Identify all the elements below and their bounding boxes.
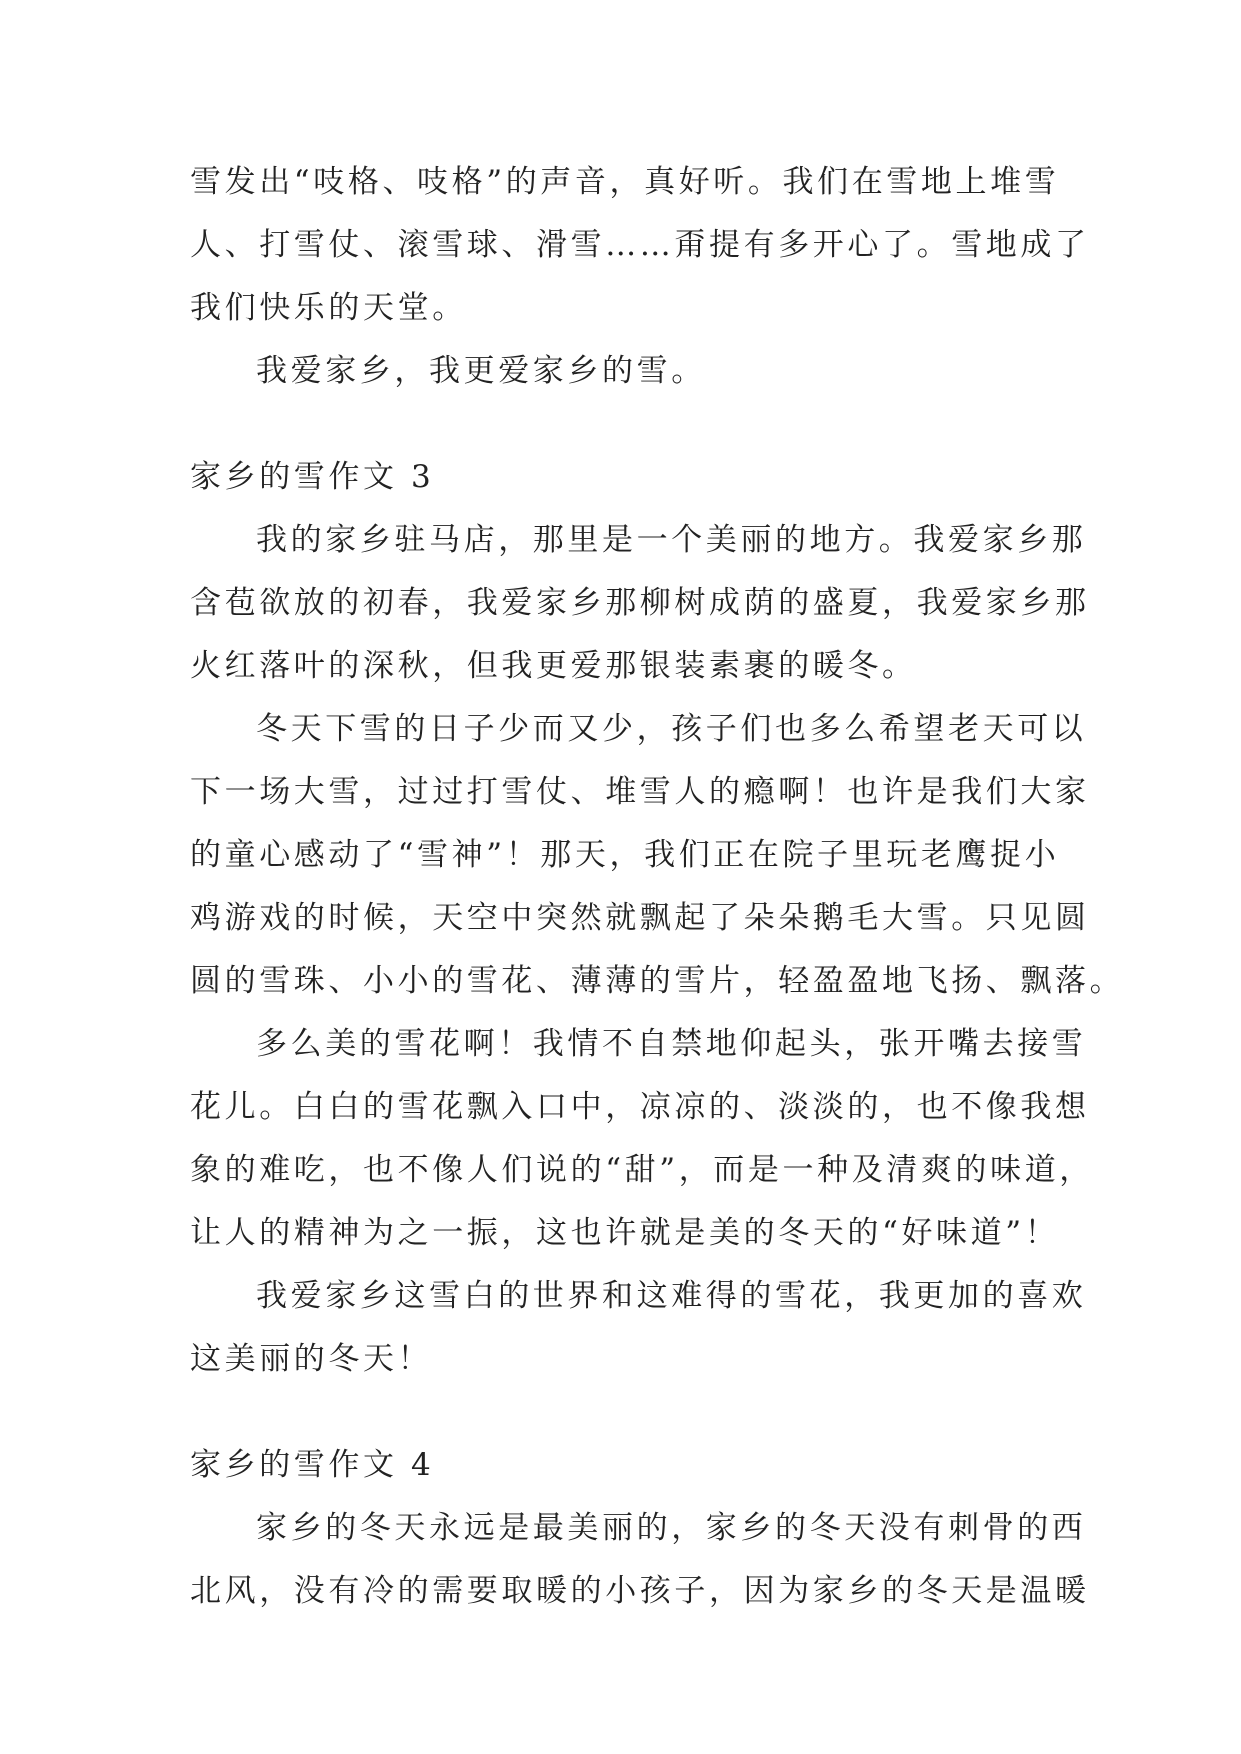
text-line: 圆的雪珠、小小的雪花、薄薄的雪片，轻盈盈地飞扬、飘落。 bbox=[190, 963, 1125, 999]
paragraph-line: 冬天下雪的日子少而又少，孩子们也多么希望老天可以 bbox=[256, 711, 1087, 747]
text-line: 含苞欲放的初春，我爱家乡那柳树成荫的盛夏，我爱家乡那 bbox=[190, 585, 1090, 621]
section-heading-3: 家乡的雪作文 3 bbox=[190, 459, 435, 495]
text-line: 这美丽的冬天！ bbox=[190, 1341, 433, 1377]
text-line: 让人的精神为之一振，这也许就是美的冬天的“好味道”！ bbox=[190, 1215, 1060, 1251]
text-line: 人、打雪仗、滚雪球、滑雪……甭提有多开心了。雪地成了 bbox=[190, 227, 1090, 263]
text-line: 花儿。白白的雪花飘入口中，凉凉的、淡淡的，也不像我想 bbox=[190, 1089, 1090, 1125]
text-line: 的童心感动了“雪神”！那天，我们正在院子里玩老鹰捉小 bbox=[190, 837, 1060, 873]
paragraph-line: 我爱家乡，我更爱家乡的雪。 bbox=[256, 353, 706, 389]
text-line: 下一场大雪，过过打雪仗、堆雪人的瘾啊！也许是我们大家 bbox=[190, 774, 1090, 810]
text-line: 雪发出“吱格、吱格”的声音，真好听。我们在雪地上堆雪 bbox=[190, 164, 1060, 200]
paragraph-line: 我爱家乡这雪白的世界和这难得的雪花，我更加的喜欢 bbox=[256, 1278, 1087, 1314]
paragraph-line: 我的家乡驻马店，那里是一个美丽的地方。我爱家乡那 bbox=[256, 522, 1087, 558]
paragraph-line: 家乡的冬天永远是最美丽的，家乡的冬天没有刺骨的西 bbox=[256, 1510, 1087, 1546]
paragraph-line: 多么美的雪花啊！我情不自禁地仰起头，张开嘴去接雪 bbox=[256, 1026, 1087, 1062]
text-line: 我们快乐的天堂。 bbox=[190, 290, 467, 326]
text-line: 象的难吃，也不像人们说的“甜”，而是一种及清爽的味道， bbox=[190, 1152, 1094, 1188]
text-line: 火红落叶的深秋，但我更爱那银装素裹的暖冬。 bbox=[190, 648, 917, 684]
text-line: 北风，没有冷的需要取暖的小孩子，因为家乡的冬天是温暖 bbox=[190, 1573, 1090, 1609]
text-line: 鸡游戏的时候，天空中突然就飘起了朵朵鹅毛大雪。只见圆 bbox=[190, 900, 1090, 936]
section-heading-4: 家乡的雪作文 4 bbox=[190, 1447, 435, 1483]
